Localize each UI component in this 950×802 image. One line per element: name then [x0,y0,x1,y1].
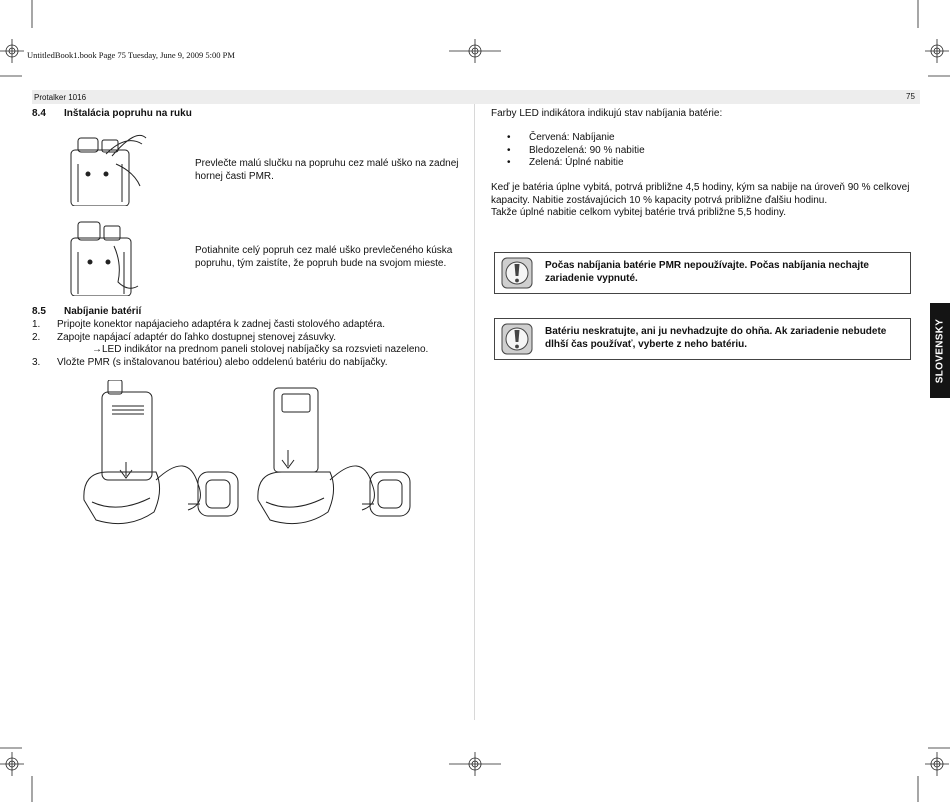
warning-box [494,318,911,360]
charging-steps [32,319,472,369]
column-divider [474,104,475,720]
strap-step-2: Potiahnite celý popruh cez malé uško prevlečeného kúska popruhu, tým zaistíte, že popruh bude na svojom mieste. [195,245,453,269]
charge-info-paragraph: Takže úplné nabitie celkom vybitej batérie trvá približne 5,5 hodiny. [491,207,786,218]
section-title: Nabíjanie batérií [64,306,142,317]
registration-mark-icon [449,752,501,776]
registration-mark-icon [925,752,949,776]
charger-illustration [78,380,418,535]
section-8-4-heading [32,108,192,119]
section-title: Inštalácia popruhu na ruku [64,108,192,119]
list-item: 3. Vložte PMR (s inštalovanou batériou) alebo oddelenú batériu do nabíjačky. [32,356,388,368]
list-item: 2. Zapojte napájací adaptér do ľahko dostupnej stenovej zásuvky. [32,331,337,343]
header-bar [32,90,920,104]
registration-mark-icon [0,39,24,63]
warning-icon [501,257,533,289]
list-item: 1. Pripojte konektor napájacieho adaptéra k zadnej časti stolového adaptéra. [32,319,385,330]
list-item: • Bledozelená: 90 % nabitie [491,145,919,158]
charge-info [491,182,919,220]
charge-info-paragraph: Keď je batéria úplne vybitá, potrvá približne 4,5 hodiny, kým sa nabije na úroveň 90 % celkovej kapacity. Nabitie zostávajúcich 10 % kapacity potrvá približne ďalšiu hodinu. [491,182,910,206]
warning-box [494,252,911,294]
list-item: →LED indikátor na prednom paneli stolovej nabíjačky sa rozsvieti nazeleno. [92,344,429,355]
header-title: Protalker 1016 [34,93,87,102]
page-number: 75 [906,92,915,101]
list-item: • Zelená: Úplné nabitie [491,157,919,170]
list-item: • Červená: Nabíjanie [491,132,919,145]
warning-icon [501,323,533,355]
registration-mark-icon [925,39,949,63]
section-8-5-heading [32,306,141,317]
section-number: 8.5 [32,306,46,317]
warning-text: Batériu neskratujte, ani ju nevhadzujte do ohňa. Ak zariadenie nebudete dlhší čas používať, vyberte z neho batériu. [545,326,887,350]
language-label: SLOVENSKY [934,318,946,383]
led-intro: Farby LED indikátora indikujú stav nabíjania batérie: [491,108,723,119]
warning-text: Počas nabíjania batérie PMR nepoužívajte. Počas nabíjania nechajte zariadenie vypnuté. [545,260,869,284]
strap-step-1: Prevlečte malú slučku na popruhu cez malé uško na zadnej hornej časti PMR. [195,158,459,182]
strap-illustration-1 [66,124,148,206]
registration-mark-icon [449,39,501,63]
strap-illustration-2 [66,212,148,296]
print-info: UntitledBook1.book Page 75 Tuesday, June 9, 2009 5:00 PM [27,50,235,60]
section-number: 8.4 [32,108,46,119]
led-status-list [491,132,919,170]
registration-mark-icon [0,752,24,776]
language-tab [930,303,950,398]
